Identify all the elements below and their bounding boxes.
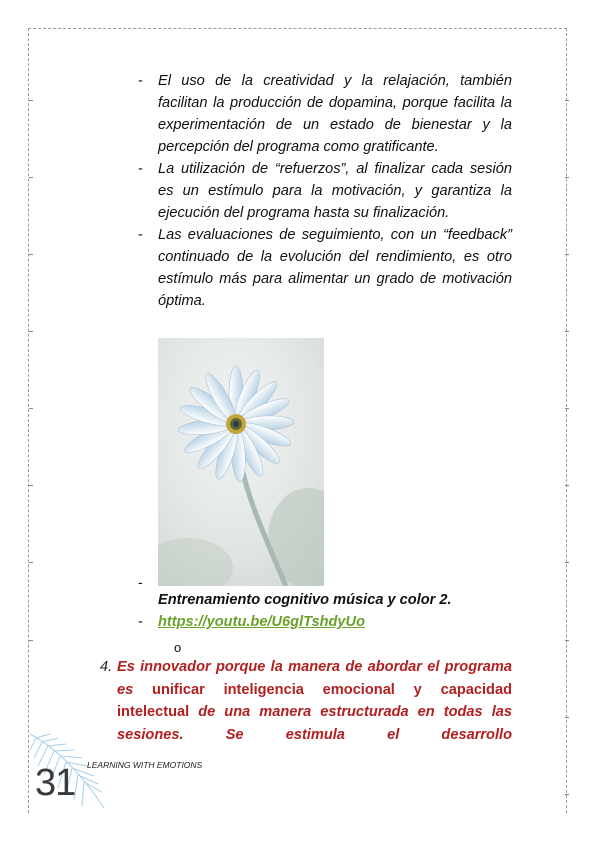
item-number: 4. — [100, 659, 113, 675]
video-caption: Entrenamiento cognitivo música y color 2. — [158, 592, 452, 608]
margin-tick — [565, 100, 569, 101]
item-text-italic: de una manera estructurada en todas las sesiones. Se estimula el desarrollo — [117, 704, 512, 743]
item-text-italic: Es innovador porque la manera de abordar el programa es — [117, 659, 512, 698]
bullet-text: El uso de la creatividad y la relajación, también facilitan la producción de dopamina, porque facilita la experimentación de un estado de bienestar y la percepción del programa como gratificante. — [158, 73, 512, 155]
margin-tick — [29, 640, 33, 641]
margin-tick — [29, 331, 33, 332]
item-text-bold: unificar inteligencia emocional y capacidad intelectual — [117, 681, 512, 720]
margin-tick — [565, 331, 569, 332]
margin-tick — [565, 640, 569, 641]
margin-tick — [565, 562, 569, 563]
margin-tick — [29, 408, 33, 409]
bullet-dash: - — [138, 614, 143, 630]
bullet-dash: - — [138, 73, 143, 89]
bullet-text: Las evaluaciones de seguimiento, con un “feedback” continuado de la evolución del rendimiento, es otro estímulo más para alimentar un grado de motivación óptima. — [158, 227, 512, 309]
margin-tick — [565, 794, 569, 795]
margin-tick — [565, 485, 569, 486]
margin-tick — [29, 177, 33, 178]
item-text — [117, 656, 512, 746]
margin-tick — [565, 408, 569, 409]
list-item — [138, 224, 512, 312]
bullet-list — [138, 70, 512, 312]
bullet-text: La utilización de “refuerzos”, al finalizar cada sesión es un estímulo para la motivación, y garantiza la ejecución del programa hasta su finalización. — [158, 161, 512, 221]
numbered-item-4 — [100, 656, 512, 746]
bullet-dash: - — [138, 161, 143, 177]
list-item — [138, 158, 512, 224]
empty-bullet-dash: - — [138, 574, 143, 590]
margin-tick — [29, 562, 33, 563]
margin-tick — [565, 177, 569, 178]
page-number: 31 — [35, 762, 76, 804]
sub-bullet-marker: o — [174, 640, 182, 655]
margin-tick — [565, 254, 569, 255]
margin-tick — [29, 100, 33, 101]
running-title: LEARNING WITH EMOTIONS — [87, 760, 203, 770]
flower-image — [158, 338, 324, 586]
bullet-dash: - — [138, 227, 143, 243]
margin-tick — [29, 485, 33, 486]
margin-tick — [29, 254, 33, 255]
list-item — [138, 70, 512, 158]
youtube-link[interactable]: https://youtu.be/U6glTshdyUo — [158, 614, 366, 630]
margin-tick — [565, 717, 569, 718]
